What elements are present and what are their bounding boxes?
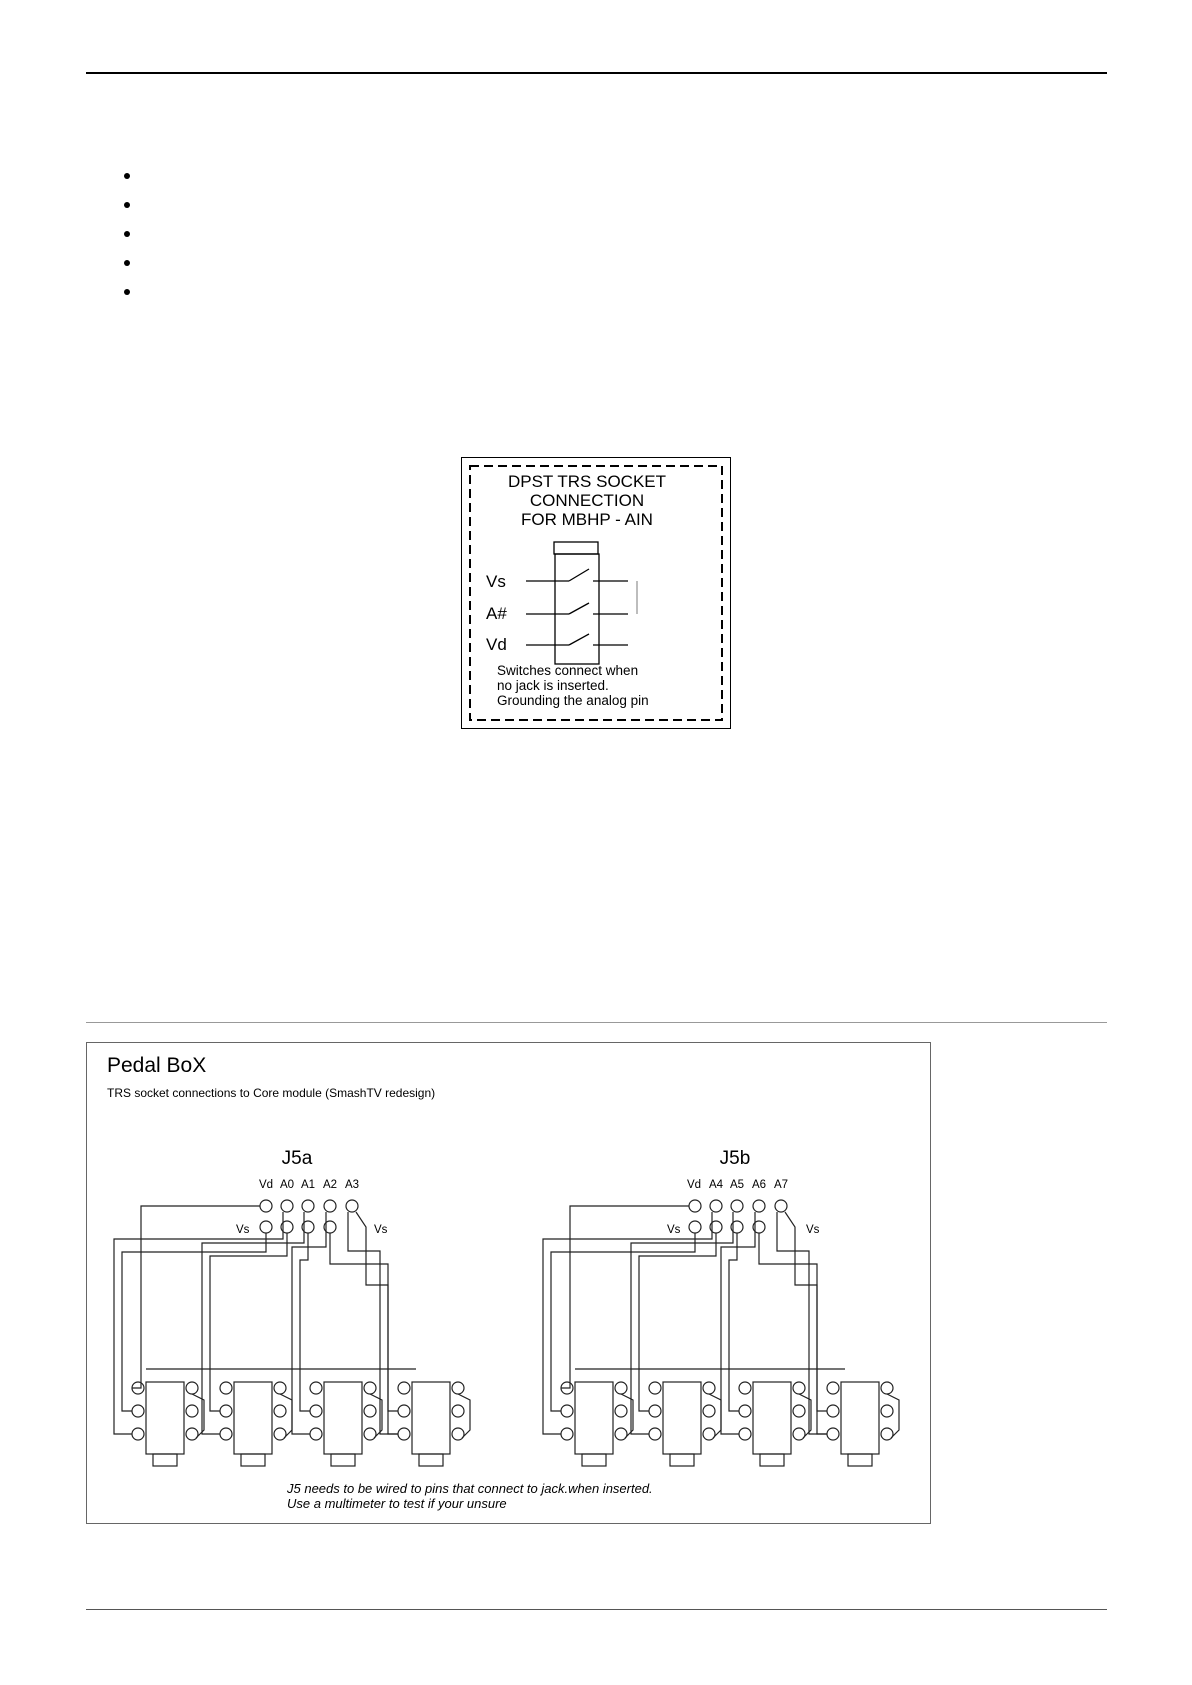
dpst-title-line-1: DPST TRS SOCKET — [507, 472, 667, 491]
header-title-j5a: J5a — [281, 1148, 313, 1169]
pin-label: A1 — [300, 1179, 316, 1191]
pin-label: A6 — [751, 1179, 767, 1191]
pin-label: Vd — [686, 1179, 702, 1191]
pin-label: A7 — [773, 1179, 789, 1191]
pin-label: A4 — [708, 1179, 724, 1191]
pin-label: A2 — [322, 1179, 338, 1191]
dpst-socket-diagram — [461, 457, 731, 729]
pin-label: A3 — [344, 1179, 360, 1191]
top-rule — [86, 72, 1107, 74]
pedal-box-subtitle: TRS socket connections to Core module (SmashTV redesign) — [107, 1086, 436, 1100]
header-title-j5b: J5b — [719, 1148, 751, 1169]
dpst-note-line-2: no jack is inserted. — [497, 678, 609, 693]
vs-label-j5a-right: Vs — [374, 1224, 388, 1236]
dpst-note-line-1: Switches connect when — [497, 663, 639, 678]
vs-label-j5b-left: Vs — [667, 1224, 681, 1236]
pin-label: A5 — [729, 1179, 745, 1191]
vs-label-j5b-right: Vs — [806, 1224, 820, 1236]
footnote-line-1: J5 needs to be wired to pins that connect to jack.when inserted. — [287, 1481, 653, 1496]
bottom-rule — [86, 1609, 1107, 1610]
pin-label-vd: Vd — [486, 635, 507, 654]
pin-label: A0 — [279, 1179, 295, 1191]
dpst-title-line-3: FOR MBHP - AIN — [521, 510, 653, 529]
pedal-box-diagram — [86, 1042, 931, 1524]
footnote-line-2: Use a multimeter to test if your unsure — [287, 1496, 507, 1511]
dpst-title-line-2: CONNECTION — [529, 491, 645, 510]
section-rule — [86, 1022, 1107, 1023]
dpst-note-line-3: Grounding the analog pin — [497, 693, 649, 708]
pin-label-a: A# — [486, 604, 507, 623]
pin-label: Vd — [258, 1179, 274, 1191]
pedal-box-title: Pedal BoX — [107, 1054, 207, 1077]
pin-label-vs: Vs — [486, 572, 506, 591]
vs-label-j5a-left: Vs — [236, 1224, 250, 1236]
